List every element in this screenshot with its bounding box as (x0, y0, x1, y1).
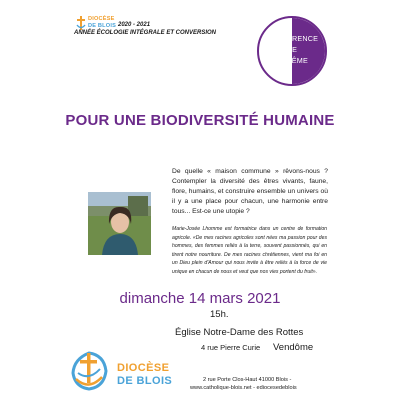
intro-paragraph: De quelle « maison commune » rêvons-nous ? Contempler la diversité des êtres vivants, faune, flore, humains, et construire ensemble un univers où il y a une place pour chacun, une harmonie entre tous... Est-ce une utopie ? (172, 168, 328, 215)
footer-logo-line2: DE BLOIS (117, 375, 173, 387)
footer-website[interactable]: www.catholique-blois.net - ediocesedeblois (190, 385, 297, 391)
badge-line2: DE (286, 45, 298, 54)
event-place: Église Notre-Dame des Rottes (175, 327, 304, 338)
footer-logo (66, 351, 112, 391)
conference-badge (257, 16, 327, 86)
year-theme: ANNÉE ÉCOLOGIE INTÉGRALE ET CONVERSION (74, 30, 217, 36)
badge-line3: CARÊME (276, 56, 308, 65)
badge-line1: CONFÉRENCE (265, 34, 319, 43)
school-year: 2020 - 2021 (118, 22, 151, 28)
event-address: 4 rue Pierre Curie (201, 343, 261, 352)
diocese-emblem-icon (66, 351, 112, 391)
footer-logo-line1: DIOCÈSE (117, 362, 170, 374)
footer-address: 2 rue Porte Clos-Haut 41000 Blois - (203, 377, 292, 383)
event-date: dimanche 14 mars 2021 (119, 290, 281, 307)
speaker-bio: Marie-Josée Lhomme est formatrice dans un centre de formation agricole. «De mes racines agricoles sont nées ma passion pour des hommes, des femmes reliés à la terre, souvent passionnés, qui en tirent notre nourriture. De mes racines chrétiennes, vient ma foi en un Dieu plein d'Amour qui nous invite à être reliés à la force de vie unique en chacun de nous et veut que nos vies portent du fruit». (172, 226, 327, 275)
event-city: Vendôme (273, 342, 314, 353)
header-logo-line2: DE BLOIS (88, 23, 117, 29)
diocese-cross-icon (76, 16, 86, 30)
speaker-photo (88, 192, 151, 255)
page-title: POUR UNE BIODIVERSITÉ HUMAINE (65, 112, 335, 129)
event-hour: 15h. (210, 309, 229, 320)
header-logo-line1: DIOCÈSE (88, 16, 115, 22)
